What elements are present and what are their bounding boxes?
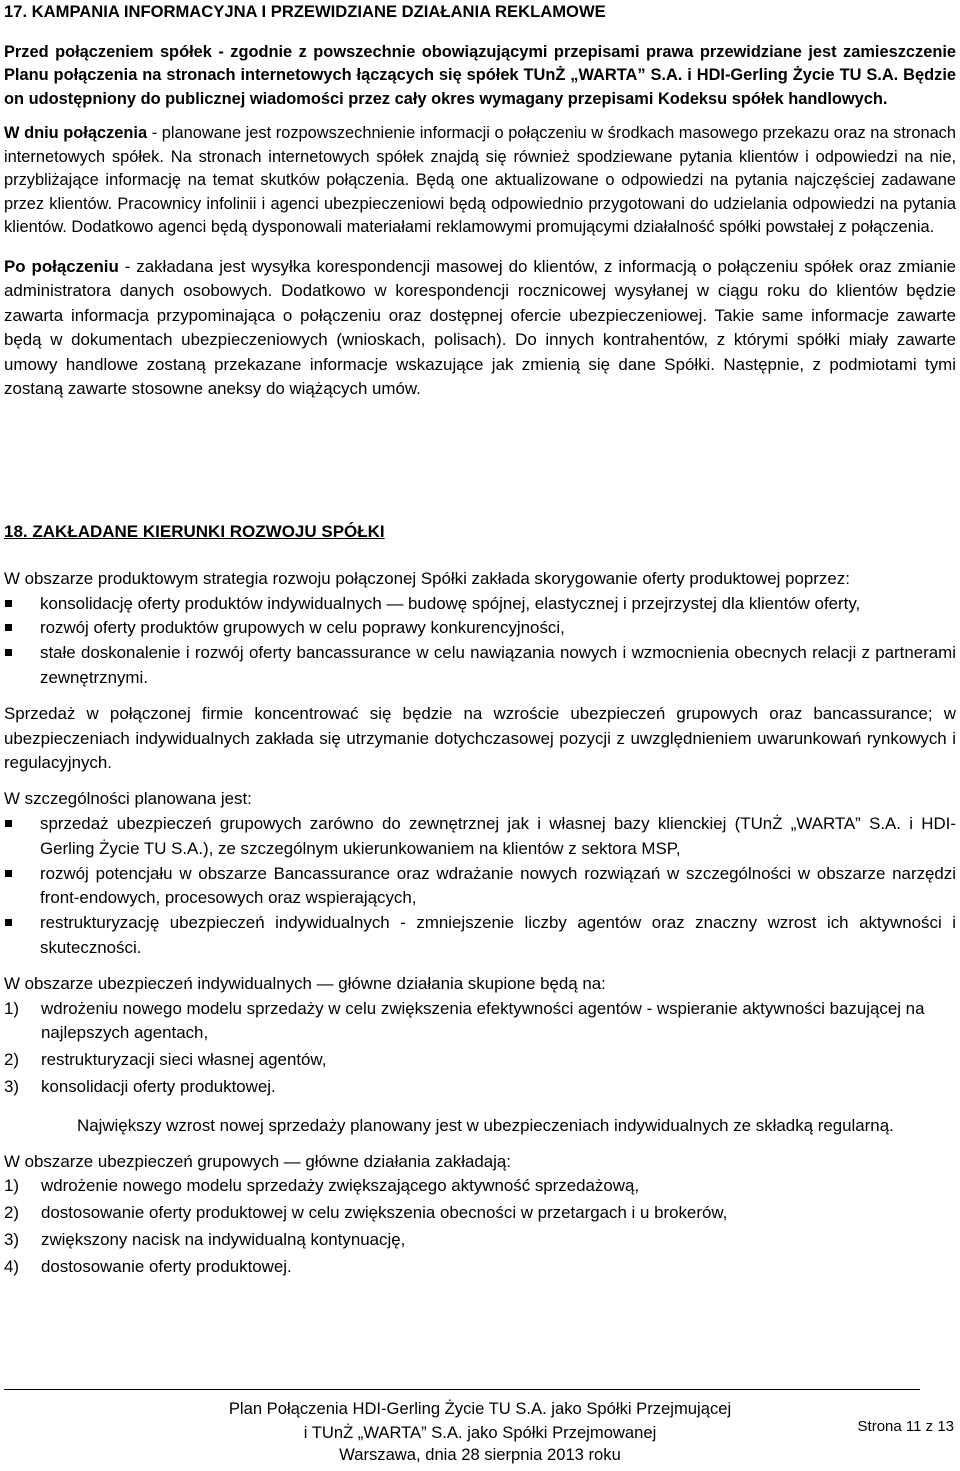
paragraph-before-merger bbox=[4, 41, 956, 112]
list-item bbox=[4, 1201, 956, 1226]
group-intro: W obszarze ubezpieczeń grupowych — główne działania zakładają: bbox=[4, 1151, 511, 1171]
product-strategy-intro: W obszarze produktowym strategia rozwoju połączonej Spółki zakłada skorygowanie oferty produktowej poprzez: bbox=[4, 568, 850, 588]
paragraph-lead: W dniu połączenia bbox=[4, 124, 148, 142]
item-text: wdrożenie nowego modelu sprzedaży zwiększającego aktywność sprzedażową, bbox=[41, 1176, 640, 1196]
paragraph-merger-day bbox=[4, 122, 956, 240]
sales-paragraph: Sprzedaż w połączonej firmie koncentrować się będzie na wzroście ubezpieczeń grupowych oraz bancassurance; w ubezpieczeniach indywidualnych zakłada się utrzymanie dotychczasowej pozycji z uwzględnieniem uwarunkowań rynkowych i regulacyjnych. bbox=[4, 703, 956, 773]
item-text: zwiększony nacisk na indywidualną kontynuację, bbox=[41, 1229, 406, 1249]
item-number: 2) bbox=[4, 1203, 20, 1223]
item-text: restrukturyzacji sieci własnej agentów, bbox=[41, 1050, 327, 1070]
item-text: dostosowanie oferty produktowej. bbox=[41, 1256, 292, 1276]
list-item bbox=[4, 1048, 956, 1073]
item-number: 1) bbox=[4, 998, 20, 1018]
footer-line-1: Plan Połączenia HDI-Gerling Życie TU S.A. jako Spółki Przejmującej bbox=[228, 1399, 732, 1418]
paragraph-text: - planowane jest rozpowszechnienie informacji o połączeniu w środkach masowego przekazu oraz na stronach internetowych spółek. Na stronach internetowych spółek znajdą się również spodziewane pytania klientów i odpowiedzi na nie, przybliżające informację na temat skutków połączenia. Będą one aktualizowane o odpowiedzi na pytania najczęściej zadawane przez klientów. Pracownicy infolinii i agenci ubezpieczeniowi będą odpowiednio przygotowani do udzielania odpowiedzi na pytania klientów. Dodatkowo agenci będą dysponowali materiałami reklamowymi promującymi działalność spółki powstałej z połączenia. bbox=[4, 124, 956, 236]
planned-intro: W szczególności planowana jest: bbox=[4, 789, 252, 809]
list-item: sprzedaż ubezpieczeń grupowych zarówno do zewnętrznej jak i własnej bazy klienckiej (TUnŻ „WARTA” S.A. i HDI-Gerling Życie TU S.A.), ze szczególnym ukierunkowaniem na klientów z sektora MSP, bbox=[4, 812, 956, 862]
footer-divider bbox=[4, 1389, 920, 1390]
item-number: 3) bbox=[4, 1229, 20, 1249]
section-17 bbox=[4, 0, 956, 402]
list-item bbox=[4, 997, 956, 1047]
footer-date: Warszawa, dnia 28 sierpnia 2013 roku bbox=[339, 1445, 621, 1464]
list-item bbox=[4, 1228, 956, 1253]
list-item bbox=[4, 1255, 956, 1280]
item-text: konsolidacji oferty produktowej. bbox=[41, 1076, 276, 1096]
paragraph-lead: Po połączeniu bbox=[4, 256, 119, 276]
item-number: 3) bbox=[4, 1076, 20, 1096]
list-item: konsolidację oferty produktów indywidualnych — budowę spójnej, elastycznej i przejrzystej dla klientów oferty, bbox=[4, 592, 956, 617]
list-item bbox=[4, 1075, 956, 1100]
product-strategy-list bbox=[4, 592, 956, 691]
individual-intro: W obszarze ubezpieczeń indywidualnych — główne działania skupione będą na: bbox=[4, 973, 606, 993]
paragraph-text: - zgodnie z powszechnie obowiązującymi przepisami prawa przewidziane jest zamieszczenie Planu połączenia na stronach internetowych łączących się spółek TUnŻ „WARTA” S.A. i HDI-Gerling Życie TU S.A. Będzie on udostępniony do publicznej wiadomości przez cały okres wymagany przepisami Kodeksu spółek handlowych. bbox=[4, 42, 957, 108]
section-18 bbox=[4, 520, 956, 1280]
section-17-heading: 17. KAMPANIA INFORMACYJNA I PRZEWIDZIANE DZIAŁANIA REKLAMOWE bbox=[4, 2, 606, 21]
paragraph-lead: Przed połączeniem spółek bbox=[4, 42, 212, 61]
planned-list bbox=[4, 812, 956, 961]
section-18-heading bbox=[4, 520, 956, 545]
list-item: restrukturyzację ubezpieczeń indywidualnych - zmniejszenie liczby agentów oraz znaczny wzrost ich aktywności i skuteczności. bbox=[4, 911, 956, 961]
paragraph-text: - zakładana jest wysyłka korespondencji masowej do klientów, z informacją o połączeniu spółek oraz zmianie administratora danych osobowych. Dodatkowo w korespondencji rocznicowej wysyłanej w ciągu roku do klientów będzie zawarta informacja przypominająca o połączeniu oraz dostępnej ofercie ubezpieczeniowej. Takie same informacje zawarte będą w dokumentach ubezpieczeniowych (wnioskach, polisach). Do innych kontrahentów, z którymi spółki miały zawarte umowy handlowe zostaną przekazane informacje wskazujące jak zmienią się dane Spółki. Następnie, z podmiotami tymi zostaną zawarte stosowne aneksy do wiążących umów. bbox=[4, 256, 956, 399]
section-number: 18. bbox=[4, 522, 28, 541]
item-number: 2) bbox=[4, 1050, 20, 1070]
section-title: ZAKŁADANE KIERUNKI ROZWOJU SPÓŁKI bbox=[32, 522, 385, 541]
page-number: Strona 11 z 13 bbox=[857, 1418, 954, 1435]
individual-list bbox=[4, 997, 956, 1100]
list-item: rozwój oferty produktów grupowych w celu poprawy konkurencyjności, bbox=[4, 616, 956, 641]
item-number: 4) bbox=[4, 1256, 20, 1276]
item-text: dostosowanie oferty produktowej w celu zwiększenia obecności w przetargach i u brokerów, bbox=[41, 1203, 728, 1223]
footer-title bbox=[190, 1397, 770, 1445]
footer-line-2: i TUnŻ „WARTA” S.A. jako Spółki Przejmowanej bbox=[303, 1423, 657, 1442]
item-text: wdrożeniu nowego modelu sprzedaży w celu zwiększenia efektywności agentów - wspieranie aktywności bazującej na najlepszych agentach, bbox=[41, 998, 925, 1043]
list-item: rozwój potencjału w obszarze Bancassurance oraz wdrażanie nowych rozwiązań w szczególności w obszarze narzędzi front-endowych, procesowych oraz wspierających, bbox=[4, 862, 956, 912]
list-item: stałe doskonalenie i rozwój oferty bancassurance w celu nawiązania nowych i wzmocnienia obecnych relacji z partnerami zewnętrznymi. bbox=[4, 641, 956, 691]
growth-paragraph: Największy wzrost nowej sprzedaży planowany jest w ubezpieczeniach indywidualnych ze składką regularną. bbox=[77, 1115, 894, 1135]
paragraph-after-merger bbox=[4, 255, 956, 403]
list-item bbox=[4, 1174, 956, 1199]
item-number: 1) bbox=[4, 1176, 20, 1196]
group-list bbox=[4, 1174, 956, 1279]
